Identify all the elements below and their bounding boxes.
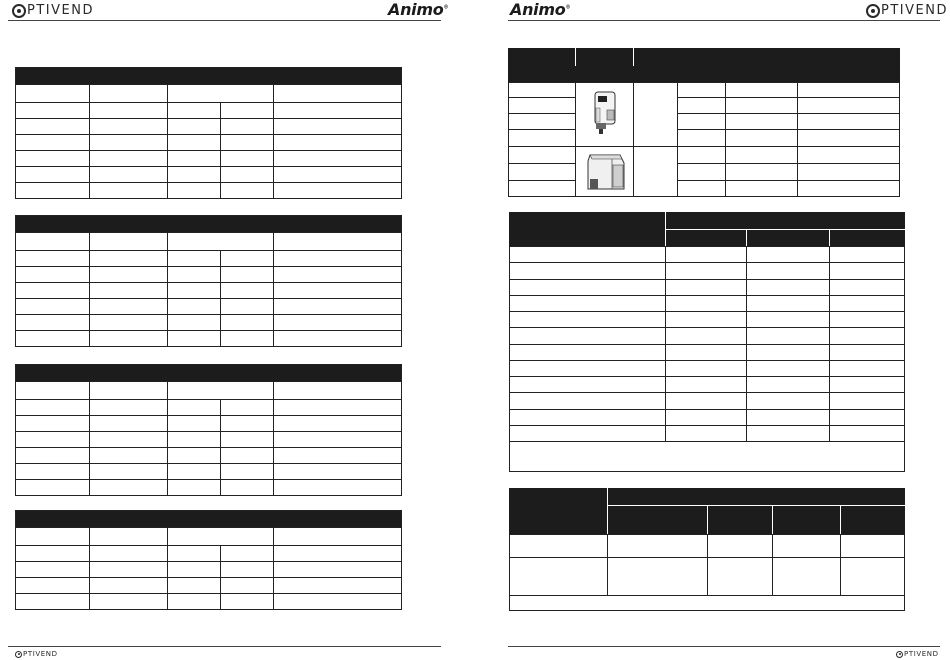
animo-logo-left-header: Animo®: [388, 0, 449, 19]
canister-table-header: [508, 48, 900, 82]
spec-table-2: [15, 215, 402, 347]
spec-table-4: [15, 510, 402, 610]
optivend-logo-right-footer: PTIVEND: [896, 650, 939, 658]
optivend-o-icon: [12, 4, 26, 18]
small-canister-image: [585, 88, 625, 138]
spec-table-3: [15, 364, 402, 496]
optivend-o-icon: [866, 4, 880, 18]
large-canister-image: [584, 149, 626, 193]
optivend-logo-right-header: PTIVEND: [866, 3, 948, 18]
optivend-o-icon: [15, 651, 22, 658]
header-divider: [575, 48, 576, 66]
optivend-logo-left-header: PTIVEND: [12, 3, 94, 18]
header-rule-right: [508, 20, 940, 21]
footer-rule-right: [508, 646, 940, 647]
optivend-logo-left-footer: PTIVEND: [15, 650, 58, 658]
footer-rule-left: [8, 646, 441, 647]
header-rule-left: [8, 20, 441, 21]
animo-logo-right-header: Animo®: [510, 0, 571, 19]
optivend-o-icon: [896, 651, 903, 658]
spec-table-1: [15, 67, 402, 199]
header-divider: [633, 48, 634, 66]
